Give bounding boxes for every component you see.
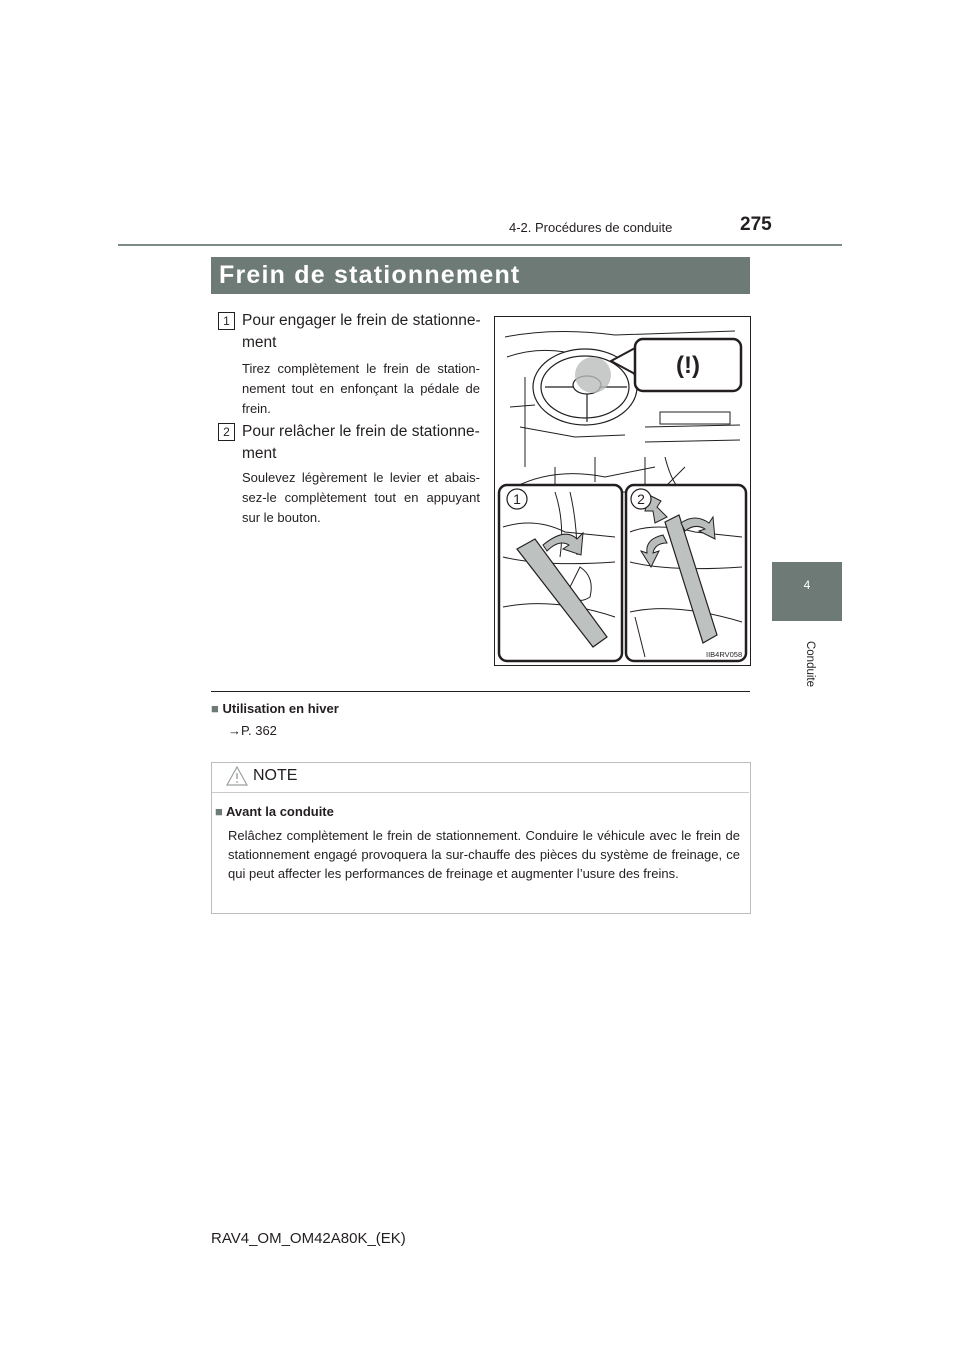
chapter-label — [798, 628, 818, 718]
step-1-body: Tirez complètement le frein de station-nement tout en enfonçant la pédale de frein. — [242, 361, 480, 416]
step-2-heading: Pour relâcher le frein de stationne-ment — [242, 423, 480, 462]
winter-heading — [211, 701, 339, 716]
note-divider — [212, 792, 749, 793]
step-1-heading: Pour engager le frein de stationne-ment — [242, 312, 481, 351]
note-heading — [215, 804, 334, 819]
step-number-1: 1 — [218, 312, 235, 330]
illustration-svg — [495, 317, 750, 665]
highlight-circle — [575, 357, 611, 393]
arrow-icon: → — [228, 723, 241, 738]
parking-brake-illustration — [494, 316, 751, 666]
winter-reference — [228, 723, 277, 738]
winter-page-ref[interactable]: P. 362 — [241, 723, 277, 738]
header-rule — [118, 244, 842, 246]
section-reference: 4-2. Procédures de conduite — [509, 220, 673, 235]
section-rule — [211, 691, 750, 692]
chapter-label-text: Conduite — [804, 640, 816, 688]
chapter-tab: 4 — [772, 562, 842, 621]
figure-code: IIB4RV058 — [706, 650, 743, 659]
brake-warning-icon: (!) — [676, 352, 700, 379]
callout-2: 2 — [637, 491, 645, 507]
note-title: NOTE — [253, 767, 298, 784]
footer-code: RAV4_OM_OM42A80K_(EK) — [211, 1230, 406, 1247]
note-heading-text: Avant la conduite — [226, 804, 334, 819]
note-body: Relâchez complètement le frein de stationnement. Conduire le véhicule avec le frein de stationnement engagé provoquera la sur-chauffe des pièces du système de freinage, ce qui peut affecter les performances de freinage et augmenter l’usure des freins. — [228, 828, 740, 881]
step-number-2: 2 — [218, 423, 235, 441]
page-number: 275 — [740, 214, 772, 235]
winter-heading-text: Utilisation en hiver — [222, 701, 339, 716]
callout-1: 1 — [513, 491, 521, 507]
note-bullet: ■ — [215, 804, 223, 819]
warning-triangle-icon — [226, 766, 248, 791]
step-2-body: Soulevez légèrement le levier et abais-sez-le complètement tout en appuyant sur le bouton. — [242, 470, 480, 525]
winter-bullet: ■ — [211, 701, 219, 716]
page-title: Frein de stationnement — [219, 261, 521, 289]
